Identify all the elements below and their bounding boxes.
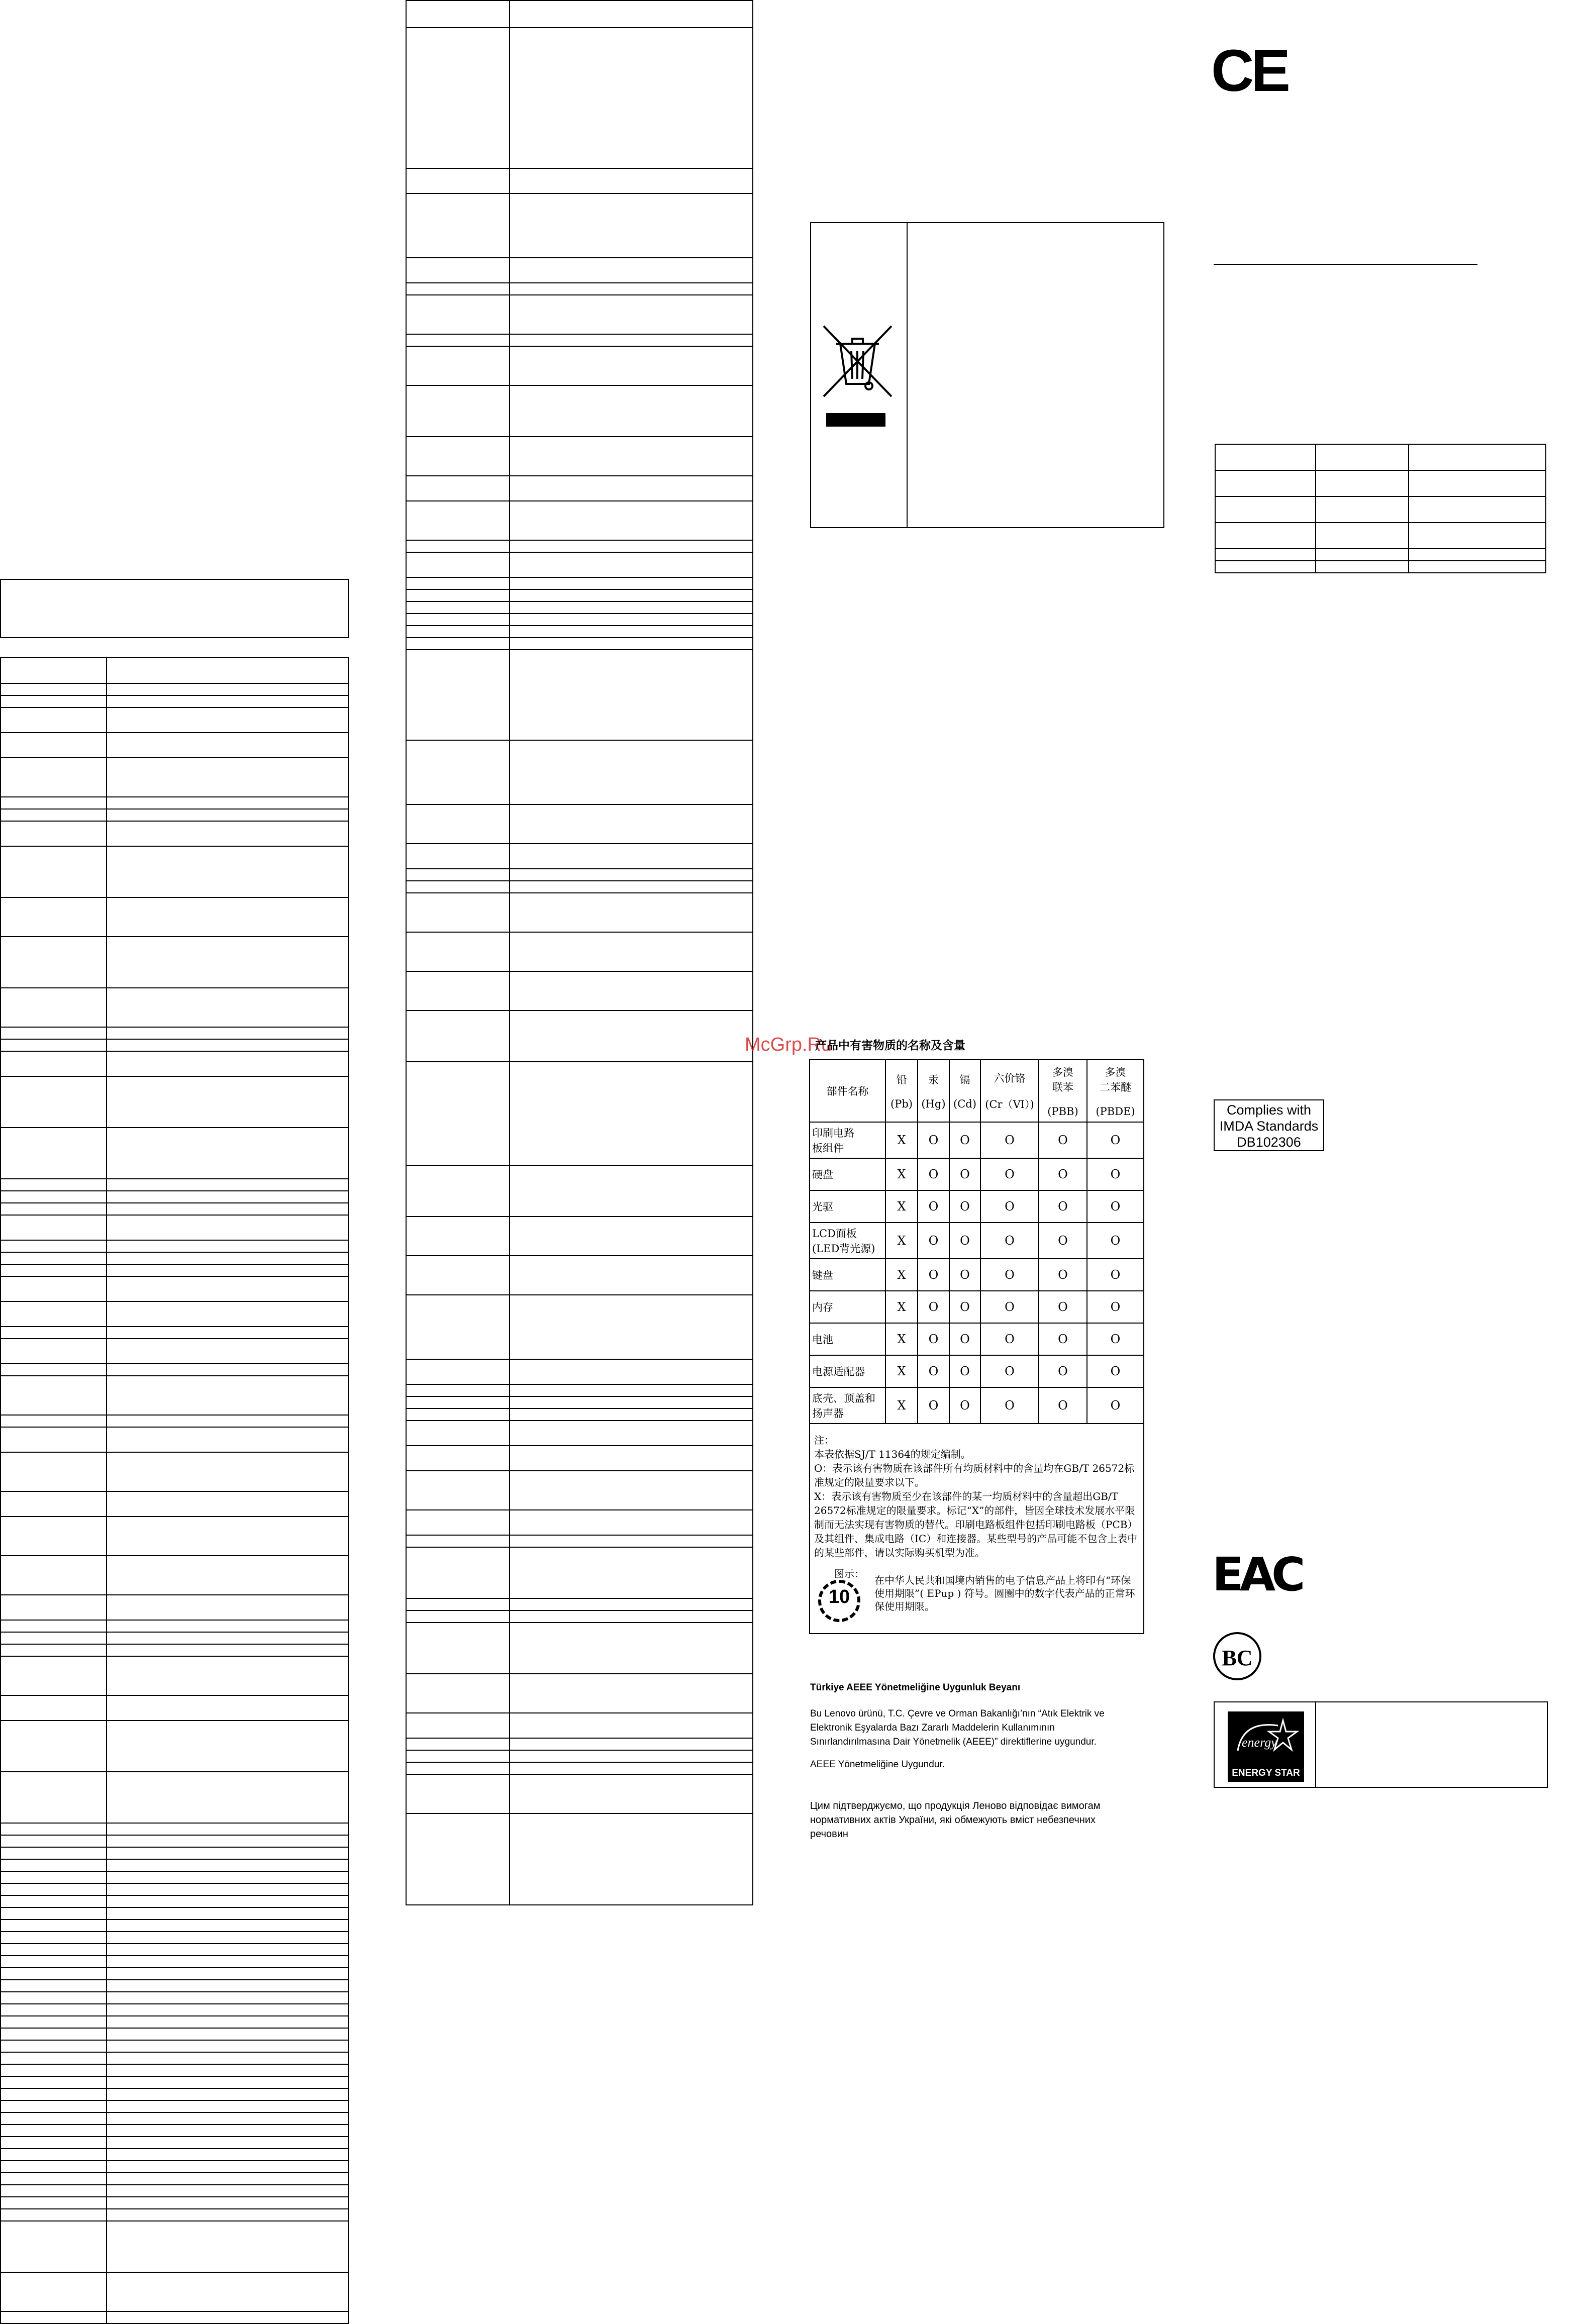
table-row	[1, 2016, 348, 2028]
rohs-value: O	[980, 1259, 1039, 1291]
table-row	[1, 2272, 348, 2311]
table-row	[406, 844, 753, 869]
table-row	[406, 1750, 753, 1762]
table-row	[1, 1772, 348, 1823]
table-row	[1, 1556, 348, 1595]
rohs-value: O	[980, 1223, 1039, 1259]
rohs-title: 产品中有害物质的名称及含量	[815, 1039, 965, 1052]
table-row	[1, 2173, 348, 2185]
rohs-value: O	[949, 1291, 980, 1323]
table-row	[1, 2076, 348, 2088]
table-row	[1, 1620, 348, 1632]
imda-line-2: IMDA Standards	[1219, 1119, 1319, 1134]
rohs-value: O	[1087, 1190, 1144, 1223]
rohs-part-name: 电池	[810, 1323, 885, 1355]
table-row	[1, 708, 348, 733]
table-row	[1, 1203, 348, 1215]
table-row	[1, 1644, 348, 1656]
table-row	[1, 1656, 348, 1695]
epup-text: 在中华人民共和国境内销售的电子信息产品上将印有“环保使用期限”( EPup ) 符号。圆圈中的数字代表产品的正常环保使用期限。	[874, 1574, 1135, 1612]
watermark: McGrp.Ru	[745, 1034, 832, 1055]
table-row	[1, 2125, 348, 2137]
table-row	[1, 1376, 348, 1415]
rohs-value: X	[885, 1122, 918, 1158]
imda-label	[1214, 1099, 1324, 1151]
table-row	[1, 2221, 348, 2272]
table-row	[406, 385, 753, 437]
table-row	[1, 1452, 348, 1491]
table-row	[1215, 549, 1546, 561]
table-row	[406, 1813, 753, 1905]
rohs-notes-text: 注： 本表依据SJ/T 11364的规定编制。 O：表示该有害物质在该部件所有均质材料中的含量均在GB/T 26572标准规定的限量要求以下。 X：表示该有害物质至少在该部件的某一均质材料中的含量超出GB/T 26572标准规定的限量要求。标记“X”的部件，皆因全球技术发展水平限制而无法实现有害物质的替代。印刷电路板组件包括印刷电路板（PCB）及其组件、集成电路（IC）和连接器。某些型号的产品可能不包含上表中的某些部件，请以实际购买机型为准。	[814, 1434, 1138, 1559]
table-row	[1, 657, 348, 683]
table-row	[406, 1421, 753, 1446]
table-row	[406, 971, 753, 1011]
table-row	[1, 2064, 348, 2076]
rohs-part-name: 底壳、顶盖和 扬声器	[810, 1387, 885, 1424]
table-row	[1, 1276, 348, 1301]
energy-script: energy	[1242, 1735, 1277, 1750]
crossed-bin-icon	[821, 324, 894, 404]
table-row	[1, 1632, 348, 1644]
rohs-part-name: 键盘	[810, 1259, 885, 1291]
rohs-header-symbol: (Pb)	[891, 1098, 913, 1110]
rohs-header-symbol: (PBDE)	[1096, 1105, 1135, 1118]
table-row	[1, 1835, 348, 1847]
rohs-value: O	[1039, 1323, 1087, 1355]
table-row	[1215, 561, 1546, 573]
rohs-value: O	[918, 1158, 949, 1190]
table-row	[1, 2149, 348, 2161]
rohs-value: O	[1087, 1355, 1144, 1387]
table-row	[406, 258, 753, 283]
table-row	[1, 897, 348, 937]
table-row	[406, 1623, 753, 1674]
table-row	[1, 758, 348, 797]
rohs-value: O	[1039, 1291, 1087, 1323]
rohs-value: O	[980, 1190, 1039, 1223]
table-row	[1, 797, 348, 809]
rohs-header-substance	[980, 1060, 1039, 1122]
table-row	[406, 1762, 753, 1774]
rohs-value: X	[885, 1387, 918, 1424]
table-row	[406, 28, 753, 168]
rohs-part-name: 印刷电路 板组件	[810, 1122, 885, 1158]
turkey-short: AEEE Yönetmeliğine Uygundur.	[810, 1759, 945, 1770]
table-row	[1, 1517, 348, 1556]
table-row	[1, 1980, 348, 1992]
table-row	[406, 589, 753, 601]
table-row	[1, 1128, 348, 1179]
rohs-value: O	[918, 1291, 949, 1323]
rohs-value: X	[885, 1158, 918, 1190]
table-row	[406, 1774, 753, 1813]
rohs-value: X	[885, 1223, 918, 1259]
table-row	[406, 1011, 753, 1062]
table-row	[1, 1339, 348, 1364]
right-small-table	[1215, 444, 1546, 573]
rohs-row	[810, 1223, 1144, 1259]
rohs-value: X	[885, 1291, 918, 1323]
table-row	[1, 1427, 348, 1452]
table-row	[406, 283, 753, 295]
rohs-value: O	[1039, 1355, 1087, 1387]
table-row	[1, 1039, 348, 1051]
table-row	[406, 346, 753, 385]
rohs-part-name: 光驱	[810, 1190, 885, 1223]
rohs-value: O	[1039, 1190, 1087, 1223]
rohs-value: O	[1039, 1387, 1087, 1424]
rohs-value: O	[949, 1223, 980, 1259]
table-row	[406, 626, 753, 638]
table-row	[1, 1895, 348, 1907]
rohs-value: O	[1039, 1122, 1087, 1158]
turkey-paragraph: Bu Lenovo ürünü, T.C. Çevre ve Orman Bakanlığı’nın “Atık Elektrik ve Elektronik Eşyalarda Bazı Zararlı Maddelerin Kullanımının Sınırlandırılmasına Dair Yönetmelik (AEEE)” direktiflerine uygundur.	[810, 1708, 1105, 1747]
table-row	[406, 1396, 753, 1408]
table-row	[406, 1535, 753, 1547]
rohs-header-name: 铅	[896, 1074, 907, 1086]
rohs-header-symbol: (Cr（VI）)	[985, 1098, 1034, 1110]
table-row	[1, 988, 348, 1027]
rohs-row	[810, 1355, 1144, 1387]
signature-line	[1214, 264, 1477, 265]
table-row	[406, 552, 753, 577]
table-row	[406, 1547, 753, 1598]
energy-star-label: ENERGY STAR	[1232, 1768, 1300, 1778]
table-row	[406, 476, 753, 501]
table-row	[1, 937, 348, 988]
rohs-value: O	[980, 1387, 1039, 1424]
rohs-value: O	[980, 1122, 1039, 1158]
rohs-header-symbol: (PBB)	[1047, 1105, 1078, 1118]
table-row	[406, 1, 753, 28]
rohs-value: O	[918, 1122, 949, 1158]
table-row	[406, 1713, 753, 1738]
table-row	[1, 1252, 348, 1264]
rohs-header-name: 多溴 二苯醚	[1100, 1066, 1131, 1093]
rohs-value: O	[949, 1323, 980, 1355]
table-row	[1, 1859, 348, 1871]
table-row	[1, 1491, 348, 1517]
table-row	[1215, 470, 1546, 496]
epup-number: 10	[828, 1586, 850, 1607]
table-row	[1, 1992, 348, 2004]
table-row	[406, 881, 753, 893]
rohs-row	[810, 1291, 1144, 1323]
rohs-header-name: 部件名称	[826, 1085, 869, 1097]
table-row	[406, 638, 753, 650]
table-row	[1, 2161, 348, 2173]
rohs-header-name: 多溴 联苯	[1052, 1066, 1073, 1093]
rohs-value: O	[980, 1291, 1039, 1323]
rohs-part-name: 硬盘	[810, 1158, 885, 1190]
table-row	[1, 846, 348, 897]
energy-star-logo	[1228, 1711, 1304, 1782]
table-row	[406, 1510, 753, 1535]
rohs-value: X	[885, 1323, 918, 1355]
rohs-value: O	[980, 1323, 1039, 1355]
rohs-value: O	[980, 1355, 1039, 1387]
rohs-header-substance	[949, 1060, 980, 1122]
energy-star-box	[1214, 1701, 1548, 1788]
weee-black-bar	[826, 413, 885, 427]
left-spec-table	[0, 657, 349, 2324]
table-row	[1, 1944, 348, 1956]
rohs-value: O	[980, 1158, 1039, 1190]
rohs-header-symbol: (Cd)	[953, 1098, 976, 1110]
rohs-row	[810, 1323, 1144, 1355]
table-row	[406, 501, 753, 540]
rohs-value: O	[918, 1387, 949, 1424]
table-row	[406, 540, 753, 552]
rohs-value: O	[1087, 1259, 1144, 1291]
table-row	[1, 1823, 348, 1835]
hazardous-substances-table	[809, 1059, 1144, 1634]
rohs-value: O	[918, 1323, 949, 1355]
energy-star-icon	[1233, 1715, 1299, 1761]
rohs-part-name: 电源适配器	[810, 1355, 885, 1387]
table-row	[406, 893, 753, 932]
table-row	[1, 809, 348, 821]
table-row	[1, 2100, 348, 2112]
table-row	[1, 1871, 348, 1883]
rohs-header-substance	[1087, 1060, 1144, 1122]
table-row	[406, 1217, 753, 1256]
table-row	[1, 2040, 348, 2052]
rohs-value: O	[949, 1355, 980, 1387]
rohs-row	[810, 1259, 1144, 1291]
table-row	[1, 1695, 348, 1721]
table-row	[406, 1471, 753, 1510]
rohs-value: O	[1087, 1387, 1144, 1424]
table-row	[1215, 444, 1546, 470]
table-row	[1, 1883, 348, 1895]
bc-mark: BC	[1222, 1646, 1253, 1670]
table-row	[1, 1919, 348, 1932]
table-row	[1, 1215, 348, 1240]
table-row	[1, 1364, 348, 1376]
ukraine-text: Цим підтверджуємо, що продукція Леново відповідає вимогам нормативних актів України, які обмежують вміст небезпечних речовин	[810, 1800, 1101, 1840]
ce-mark: CE	[1211, 38, 1288, 104]
imda-line-1: Complies with	[1226, 1102, 1312, 1118]
table-row	[1, 1179, 348, 1191]
table-row	[406, 1165, 753, 1217]
table-row	[1, 2052, 348, 2064]
table-row	[1, 1847, 348, 1859]
table-row	[406, 1295, 753, 1359]
rohs-value: O	[1087, 1122, 1144, 1158]
table-row	[1, 1968, 348, 1980]
table-row	[406, 1408, 753, 1421]
table-row	[1, 1191, 348, 1203]
table-row	[1, 2311, 348, 2323]
table-row	[1, 683, 348, 695]
rohs-notes-row	[810, 1424, 1144, 1634]
rohs-value: O	[1087, 1223, 1144, 1259]
rohs-value: O	[1087, 1158, 1144, 1190]
table-row	[1215, 523, 1546, 549]
rohs-value: O	[949, 1122, 980, 1158]
rohs-value: O	[918, 1190, 949, 1223]
rohs-header-substance	[885, 1060, 918, 1122]
rohs-value: O	[1039, 1223, 1087, 1259]
table-row	[406, 869, 753, 881]
rohs-legend-label: 图示：	[834, 1568, 864, 1580]
table-row	[406, 740, 753, 804]
table-row	[1, 1076, 348, 1128]
table-row	[1, 1301, 348, 1327]
rohs-header-substance	[1039, 1060, 1087, 1122]
rohs-value: X	[885, 1259, 918, 1291]
table-row	[406, 1674, 753, 1713]
table-row	[1, 1327, 348, 1339]
turkey-heading: Türkiye AEEE Yönetmeliğine Uygunluk Beyanı	[810, 1682, 1021, 1693]
table-row	[406, 334, 753, 346]
table-row	[1, 1240, 348, 1252]
rohs-value: X	[885, 1355, 918, 1387]
rohs-row	[810, 1387, 1144, 1424]
rohs-row	[810, 1190, 1144, 1223]
table-row	[1, 821, 348, 846]
table-row	[406, 1738, 753, 1750]
rohs-value: O	[949, 1259, 980, 1291]
table-row	[406, 1256, 753, 1295]
table-row	[406, 614, 753, 626]
rohs-part-name: LCD面板 (LED背光源)	[810, 1223, 885, 1259]
table-row	[406, 1359, 753, 1384]
rohs-value: O	[918, 1355, 949, 1387]
rohs-header-name: 六价铬	[994, 1072, 1026, 1084]
rohs-header-symbol: (Hg)	[921, 1098, 946, 1110]
table-row	[406, 1446, 753, 1471]
table-row	[406, 1384, 753, 1396]
rohs-value: O	[1087, 1323, 1144, 1355]
epup-icon	[818, 1580, 860, 1622]
rohs-header-substance	[918, 1060, 949, 1122]
table-row	[1, 2088, 348, 2100]
rohs-header-row	[810, 1060, 1144, 1122]
table-row	[406, 804, 753, 844]
table-row	[1, 2137, 348, 2149]
table-row	[1, 1264, 348, 1276]
table-row	[1, 1415, 348, 1427]
table-row	[1, 1932, 348, 1944]
table-row	[406, 193, 753, 258]
table-row	[406, 295, 753, 334]
rohs-value: O	[918, 1259, 949, 1291]
rohs-row	[810, 1122, 1144, 1158]
rohs-header-name: 镉	[959, 1074, 970, 1086]
rohs-part-name: 内存	[810, 1291, 885, 1323]
table-row	[406, 932, 753, 971]
table-row	[1, 2112, 348, 2125]
rohs-value: O	[949, 1158, 980, 1190]
rohs-header-name: 汞	[928, 1074, 939, 1086]
table-row	[406, 1610, 753, 1623]
table-row	[406, 1062, 753, 1165]
table-row	[406, 437, 753, 476]
table-row	[1, 2004, 348, 2016]
middle-spec-table	[406, 0, 753, 1905]
rohs-value: O	[949, 1387, 980, 1424]
rohs-value: O	[1039, 1158, 1087, 1190]
table-row	[1, 2209, 348, 2221]
table-row	[406, 601, 753, 614]
bc-mark-circle	[1213, 1632, 1261, 1680]
table-row	[1, 1721, 348, 1772]
table-row	[1, 695, 348, 708]
rohs-value: O	[1087, 1291, 1144, 1323]
rohs-row	[810, 1158, 1144, 1190]
table-row	[1, 1956, 348, 1968]
table-row	[406, 168, 753, 193]
rohs-header-part	[810, 1060, 885, 1122]
table-row	[1, 1027, 348, 1039]
eac-mark: EAC	[1212, 1548, 1302, 1601]
rohs-value: O	[1039, 1259, 1087, 1291]
imda-line-3: DB102306	[1237, 1135, 1301, 1150]
table-row	[406, 650, 753, 740]
rohs-notes	[810, 1424, 1144, 1634]
left-note-box	[0, 579, 349, 638]
table-row	[1, 1907, 348, 1919]
table-row	[1, 1595, 348, 1620]
table-row	[1215, 496, 1546, 523]
table-row	[1, 2197, 348, 2209]
table-row	[1, 2028, 348, 2040]
table-row	[1, 733, 348, 758]
rohs-value: O	[949, 1190, 980, 1223]
table-row	[1, 2185, 348, 2197]
rohs-value: X	[885, 1190, 918, 1223]
table-row	[1, 1051, 348, 1076]
weee-box	[810, 222, 1164, 528]
table-row	[406, 577, 753, 589]
rohs-value: O	[918, 1223, 949, 1259]
table-row	[406, 1598, 753, 1610]
